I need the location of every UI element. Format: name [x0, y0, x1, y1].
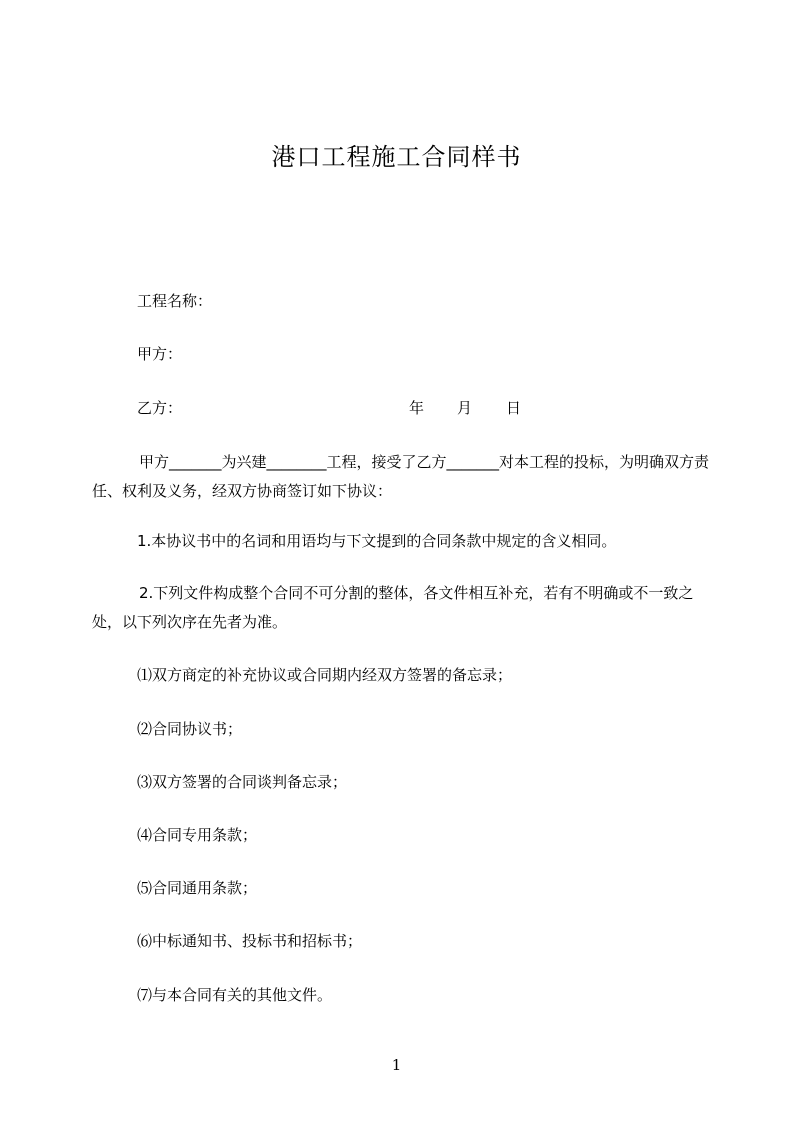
page-title: 港口工程施工合同样书 — [271, 143, 522, 171]
page-number: 1 — [391, 1056, 402, 1074]
clause-2: 2.下列文件构成整个合同不可分割的整体，各文件相互补充，若有不明确或不一致之处，以下列次序在先者为准。 — [92, 584, 694, 631]
list-item: ⑵合同协议书； — [137, 720, 243, 738]
list-item: ⑺与本合同有关的其他文件。 — [137, 986, 333, 1004]
list-item: ⑷合同专用条款； — [137, 826, 258, 844]
party-b-label: 乙方： — [137, 399, 183, 417]
list-item: ⑹中标通知书、投标书和招标书； — [137, 932, 363, 950]
year-label: 年 — [409, 399, 425, 417]
day-label: 日 — [506, 399, 522, 417]
month-label: 月 — [457, 399, 473, 417]
party-a-label: 甲方： — [137, 345, 183, 363]
list-item: ⑴双方商定的补充协议或合同期内经双方签署的备忘录； — [137, 666, 513, 684]
project-name-label: 工程名称： — [137, 292, 213, 310]
list-item: ⑸合同通用条款； — [137, 879, 258, 897]
list-item: ⑶双方签署的合同谈判备忘录； — [137, 773, 348, 791]
intro-paragraph: 甲方_______为兴建________工程，接受了乙方_______对本工程的投标，为明确双方责任、权利及义务，经双方协商签订如下协议： — [92, 453, 710, 500]
clause-1: 1.本协议书中的名词和用语均与下文提到的合同条款中规定的含义相同。 — [137, 532, 617, 550]
